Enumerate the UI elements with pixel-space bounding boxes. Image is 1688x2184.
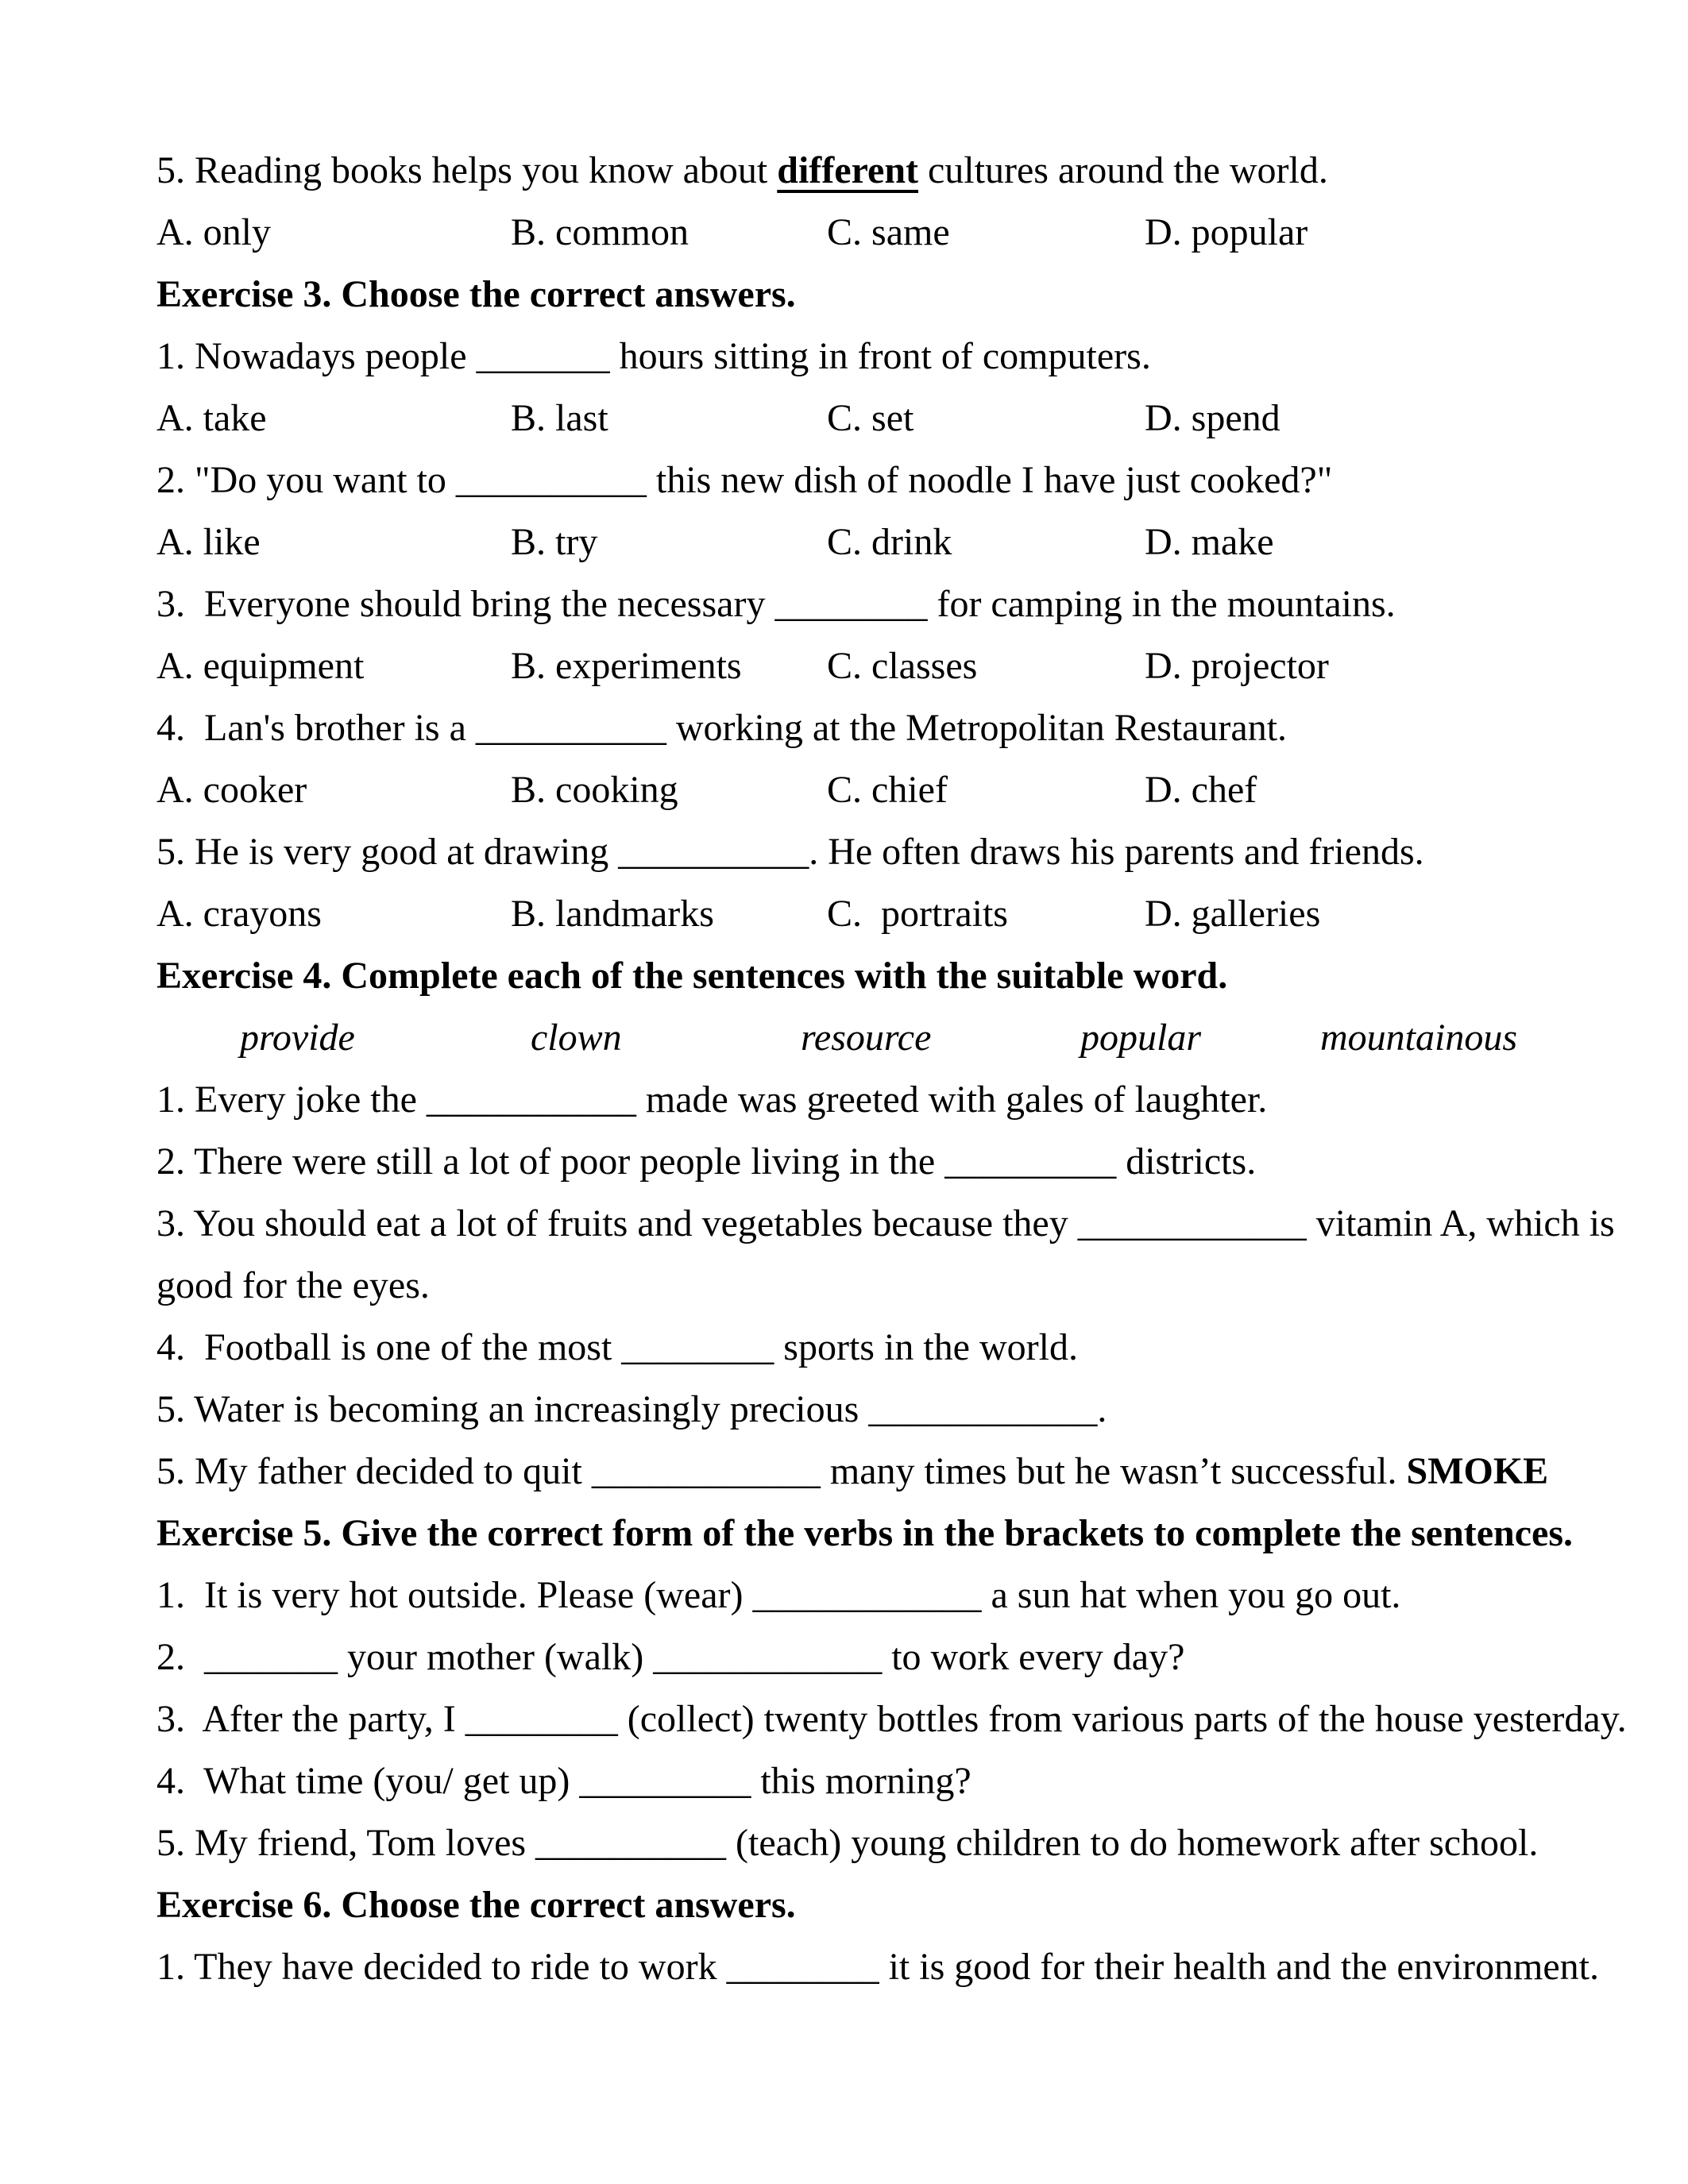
- exercise5-question-5: 5. My friend, Tom loves __________ (teach) young children to do homework after school.: [156, 1822, 1539, 1864]
- option-a: A. cooker: [156, 769, 307, 811]
- exercise4-question-4: 4. Football is one of the most ________ sports in the world.: [156, 1326, 1078, 1368]
- exercise4-question-3-line2: good for the eyes.: [156, 1264, 430, 1306]
- exercise3-question-2: 2. "Do you want to __________ this new dish of noodle I have just cooked?": [156, 459, 1333, 501]
- exercise5-question-2: 2. _______ your mother (walk) ____________ to work every day?: [156, 1636, 1185, 1678]
- option-d: D. make: [1145, 521, 1274, 563]
- option-c: C. classes: [827, 645, 978, 687]
- option-a: A. only: [156, 211, 271, 253]
- exercise5-question-4: 4. What time (you/ get up) _________ this morning?: [156, 1760, 971, 1802]
- exercise3-heading: Exercise 3. Choose the correct answers.: [156, 273, 796, 315]
- question-text-pre: 5. Reading books helps you know about: [156, 149, 778, 191]
- option-a: A. like: [156, 521, 261, 563]
- option-c: C. drink: [827, 521, 952, 563]
- options-row: [156, 511, 1601, 573]
- exercise5-question-3: 3. After the party, I ________ (collect) twenty bottles from various parts of the house yesterday.: [156, 1698, 1627, 1740]
- option-b: B. landmarks: [511, 893, 714, 935]
- option-c: C. chief: [827, 769, 948, 811]
- option-b: B. try: [511, 521, 598, 563]
- exercise5-question-1: 1. It is very hot outside. Please (wear) ____________ a sun hat when you go out.: [156, 1574, 1401, 1616]
- option-a: A. crayons: [156, 893, 322, 935]
- options-row: [156, 759, 1601, 821]
- option-c: C. same: [827, 211, 950, 253]
- word-bank-item: mountainous: [1320, 1017, 1518, 1059]
- exercise6-heading: Exercise 6. Choose the correct answers.: [156, 1884, 796, 1926]
- option-c: C. set: [827, 397, 914, 439]
- question-text-pre: 5. My father decided to quit ____________ many times but he wasn’t successful.: [156, 1450, 1407, 1492]
- option-a: A. equipment: [156, 645, 365, 687]
- exercise4-question-2: 2. There were still a lot of poor people living in the _________ districts.: [156, 1140, 1257, 1183]
- option-b: B. experiments: [511, 645, 742, 687]
- option-d: D. popular: [1145, 211, 1308, 253]
- exercise4-question-3-line1: 3. You should eat a lot of fruits and vegetables because they ____________ vitamin A, which is: [156, 1202, 1615, 1244]
- exercise3-question-4: 4. Lan's brother is a __________ working at the Metropolitan Restaurant.: [156, 707, 1288, 749]
- emphasized-word: different: [777, 149, 918, 191]
- options-row: [156, 202, 1601, 264]
- question-text-post: cultures around the world.: [918, 149, 1328, 191]
- word-bank-item: clown: [531, 1017, 622, 1059]
- exercise4-question-1: 1. Every joke the ___________ made was greeted with gales of laughter.: [156, 1078, 1268, 1121]
- options-row: [156, 635, 1601, 697]
- options-row: [156, 883, 1601, 945]
- option-d: D. galleries: [1145, 893, 1321, 935]
- option-c: C. portraits: [827, 893, 1008, 935]
- option-d: D. projector: [1145, 645, 1329, 687]
- word-bank-item: provide: [240, 1017, 355, 1059]
- exercise3-question-1: 1. Nowadays people _______ hours sitting in front of computers.: [156, 335, 1151, 377]
- question-reading-books: [156, 140, 1601, 202]
- exercise6-question-1: 1. They have decided to ride to work ________ it is good for their health and the environment.: [156, 1946, 1600, 1988]
- option-b: B. cooking: [511, 769, 678, 811]
- option-a: A. take: [156, 397, 267, 439]
- option-d: D. spend: [1145, 397, 1280, 439]
- word-bank-item: resource: [801, 1017, 932, 1059]
- exercise3-question-3: 3. Everyone should bring the necessary ________ for camping in the mountains.: [156, 583, 1396, 625]
- option-d: D. chef: [1145, 769, 1257, 811]
- exercise3-question-5: 5. He is very good at drawing __________. He often draws his parents and friends.: [156, 831, 1424, 873]
- option-b: B. common: [511, 211, 689, 253]
- exercise4-question-5-water: 5. Water is becoming an increasingly precious ____________.: [156, 1388, 1107, 1430]
- word-bank-item: popular: [1080, 1017, 1202, 1059]
- exercise4-question-5-smoke: [156, 1441, 1601, 1503]
- exercise5-heading: Exercise 5. Give the correct form of the verbs in the brackets to complete the sentences.: [156, 1512, 1574, 1554]
- options-row: [156, 388, 1601, 450]
- keyword-smoke: SMOKE: [1406, 1450, 1549, 1492]
- exercise4-heading: Exercise 4. Complete each of the sentences with the suitable word.: [156, 955, 1228, 997]
- option-b: B. last: [511, 397, 608, 439]
- word-bank: [156, 1007, 1601, 1069]
